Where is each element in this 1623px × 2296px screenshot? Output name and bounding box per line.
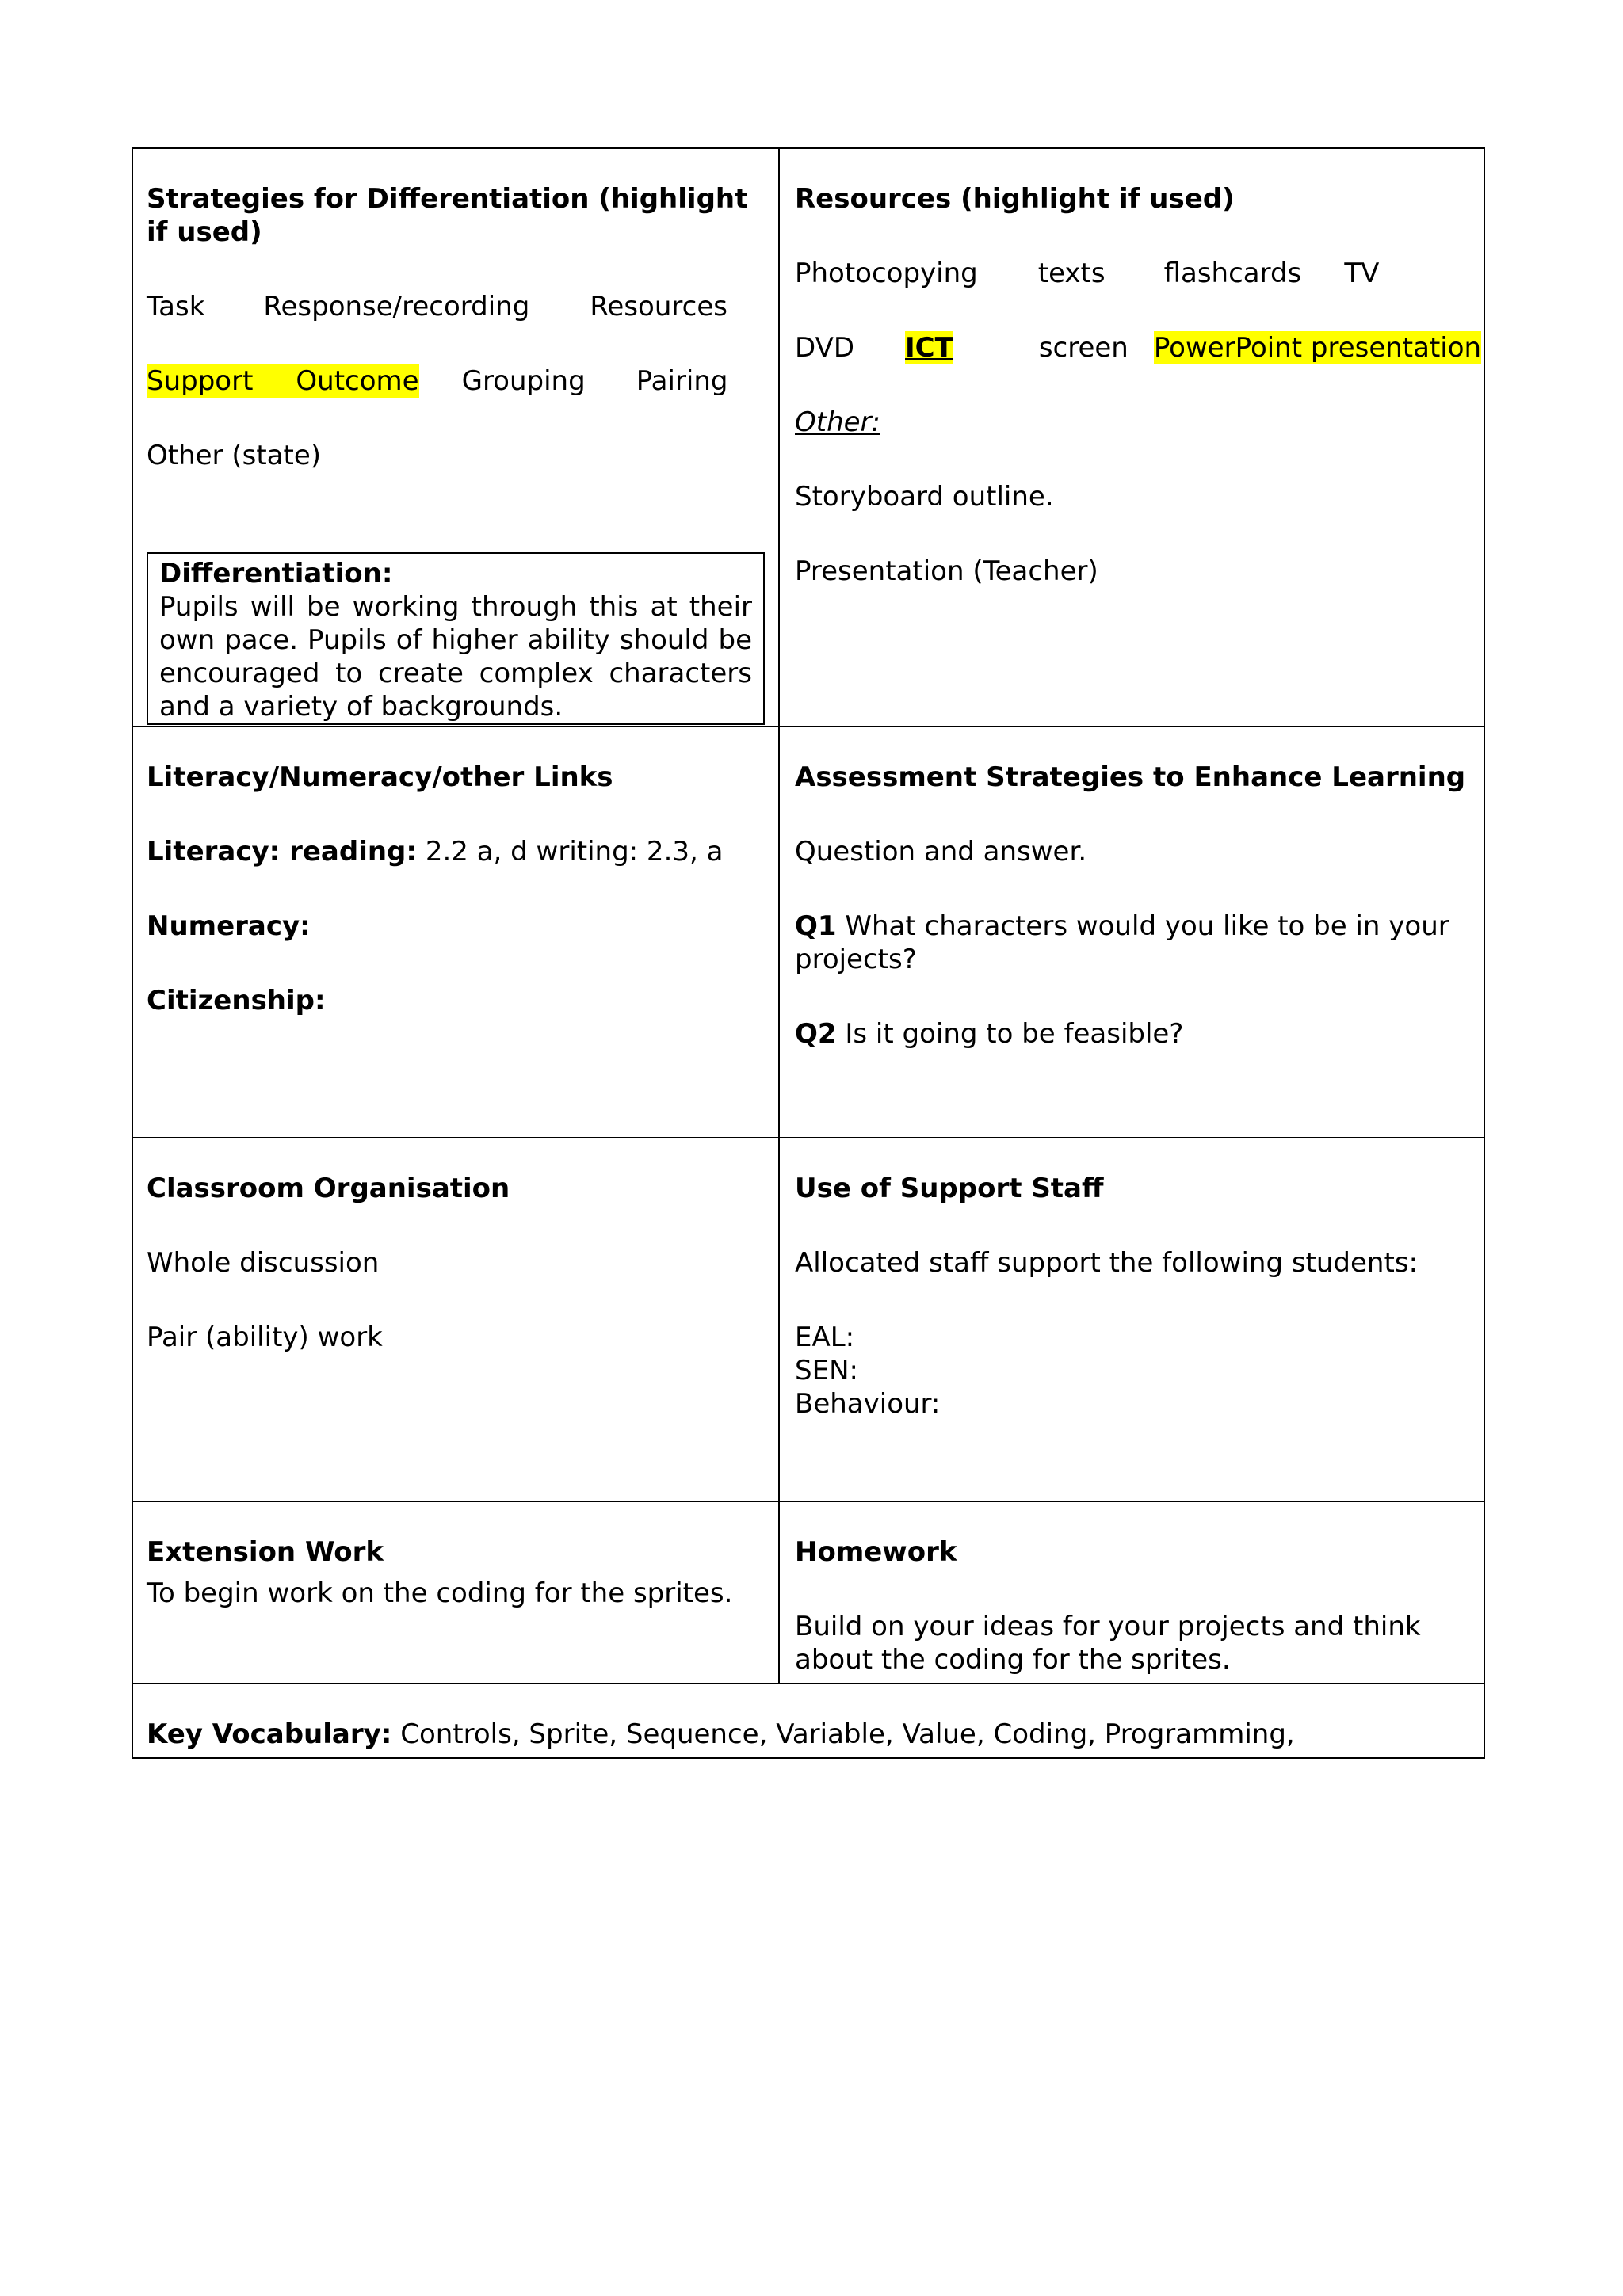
support-staff-cell <box>795 1172 1476 1421</box>
classroom-heading: Classroom Organisation <box>147 1173 510 1204</box>
resources-row2 <box>795 331 1482 364</box>
extension-text: To begin work on the coding for the sprites. <box>147 1577 733 1609</box>
question-1-label: Q1 <box>795 910 837 942</box>
row-divider <box>132 1137 1485 1138</box>
classroom-item: Whole discussion <box>147 1247 380 1279</box>
question-1-text: What characters would you like to be in your projects? <box>795 910 1449 975</box>
column-divider <box>778 147 780 1684</box>
links-heading: Literacy/Numeracy/other Links <box>147 761 613 793</box>
homework-cell <box>795 1535 1476 1676</box>
resource-ict: ICT <box>905 332 953 364</box>
resource-item: Presentation (Teacher) <box>795 555 1098 587</box>
vocabulary-label: Key Vocabulary: <box>147 1718 392 1750</box>
extension-cell <box>147 1535 765 1610</box>
differentiation-heading: Strategies for Differentiation (highlight if used) <box>147 183 748 248</box>
differentiation-options-row1 <box>147 290 765 323</box>
resources-heading: Resources (highlight if used) <box>795 183 1235 215</box>
vocabulary-text: Controls, Sprite, Sequence, Variable, Value, Coding, Programming, <box>400 1718 1295 1750</box>
resource-flashcards: flashcards <box>1163 257 1302 289</box>
numeracy-label: Numeracy: <box>147 910 311 942</box>
support-staff-intro: Allocated staff support the following students: <box>795 1247 1418 1279</box>
resource-item: Storyboard outline. <box>795 481 1054 513</box>
option-task: Task <box>147 291 205 322</box>
support-staff-item: EAL: <box>795 1322 855 1353</box>
support-staff-heading: Use of Support Staff <box>795 1173 1104 1204</box>
resource-texts: texts <box>1037 257 1106 289</box>
assessment-cell <box>795 761 1476 1051</box>
resource-dvd: DVD <box>795 332 855 364</box>
resources-other-label: Other: <box>795 406 880 438</box>
option-outcome: Outcome <box>296 365 419 397</box>
option-resources: Resources <box>590 291 727 322</box>
citizenship-label: Citizenship: <box>147 985 326 1016</box>
resource-screen: screen <box>1038 332 1128 364</box>
option-pairing: Pairing <box>636 365 728 397</box>
differentiation-options-row2 <box>147 364 765 398</box>
homework-text: Build on your ideas for your projects and think about the coding for the sprites. <box>795 1611 1421 1676</box>
classroom-cell <box>147 1172 765 1354</box>
row-divider <box>132 726 1485 727</box>
row-divider <box>132 1683 1485 1684</box>
vocabulary-cell <box>147 1718 1478 1751</box>
resource-tv: TV <box>1344 257 1380 289</box>
homework-heading: Homework <box>795 1536 957 1568</box>
support-staff-item: Behaviour: <box>795 1388 941 1420</box>
literacy-value: 2.2 a, d writing: 2.3, a <box>425 836 724 868</box>
extension-heading: Extension Work <box>147 1536 384 1568</box>
question-2-label: Q2 <box>795 1018 837 1050</box>
literacy-line <box>147 835 765 868</box>
literacy-label: Literacy: reading: <box>147 836 417 868</box>
support-staff-item: SEN: <box>795 1355 858 1386</box>
differentiation-other: Other (state) <box>147 440 322 471</box>
resource-photocopying: Photocopying <box>795 257 978 289</box>
links-cell <box>147 761 765 1017</box>
resource-powerpoint: PowerPoint presentation <box>1153 332 1482 364</box>
option-response-recording: Response/recording <box>263 291 530 322</box>
differentiation-cell <box>147 182 765 472</box>
option-grouping: Grouping <box>461 365 586 397</box>
classroom-item: Pair (ability) work <box>147 1322 383 1353</box>
assessment-intro: Question and answer. <box>795 836 1087 868</box>
option-support: Support Outcome <box>147 365 419 397</box>
resources-row1 <box>795 257 1476 290</box>
differentiation-box-title: Differentiation: <box>159 558 393 589</box>
vocabulary-line <box>147 1718 1478 1751</box>
differentiation-note-box <box>147 552 765 725</box>
differentiation-box-text: Pupils will be working through this at their own pace. Pupils of higher ability should be encouraged to create complex characters and a variety of backgrounds. <box>159 591 752 723</box>
question-1 <box>795 910 1476 976</box>
assessment-heading: Assessment Strategies to Enhance Learning <box>795 761 1466 793</box>
question-2-text: Is it going to be feasible? <box>845 1018 1184 1050</box>
question-2 <box>795 1017 1476 1051</box>
row-divider <box>132 1501 1485 1502</box>
resources-cell <box>795 182 1482 588</box>
